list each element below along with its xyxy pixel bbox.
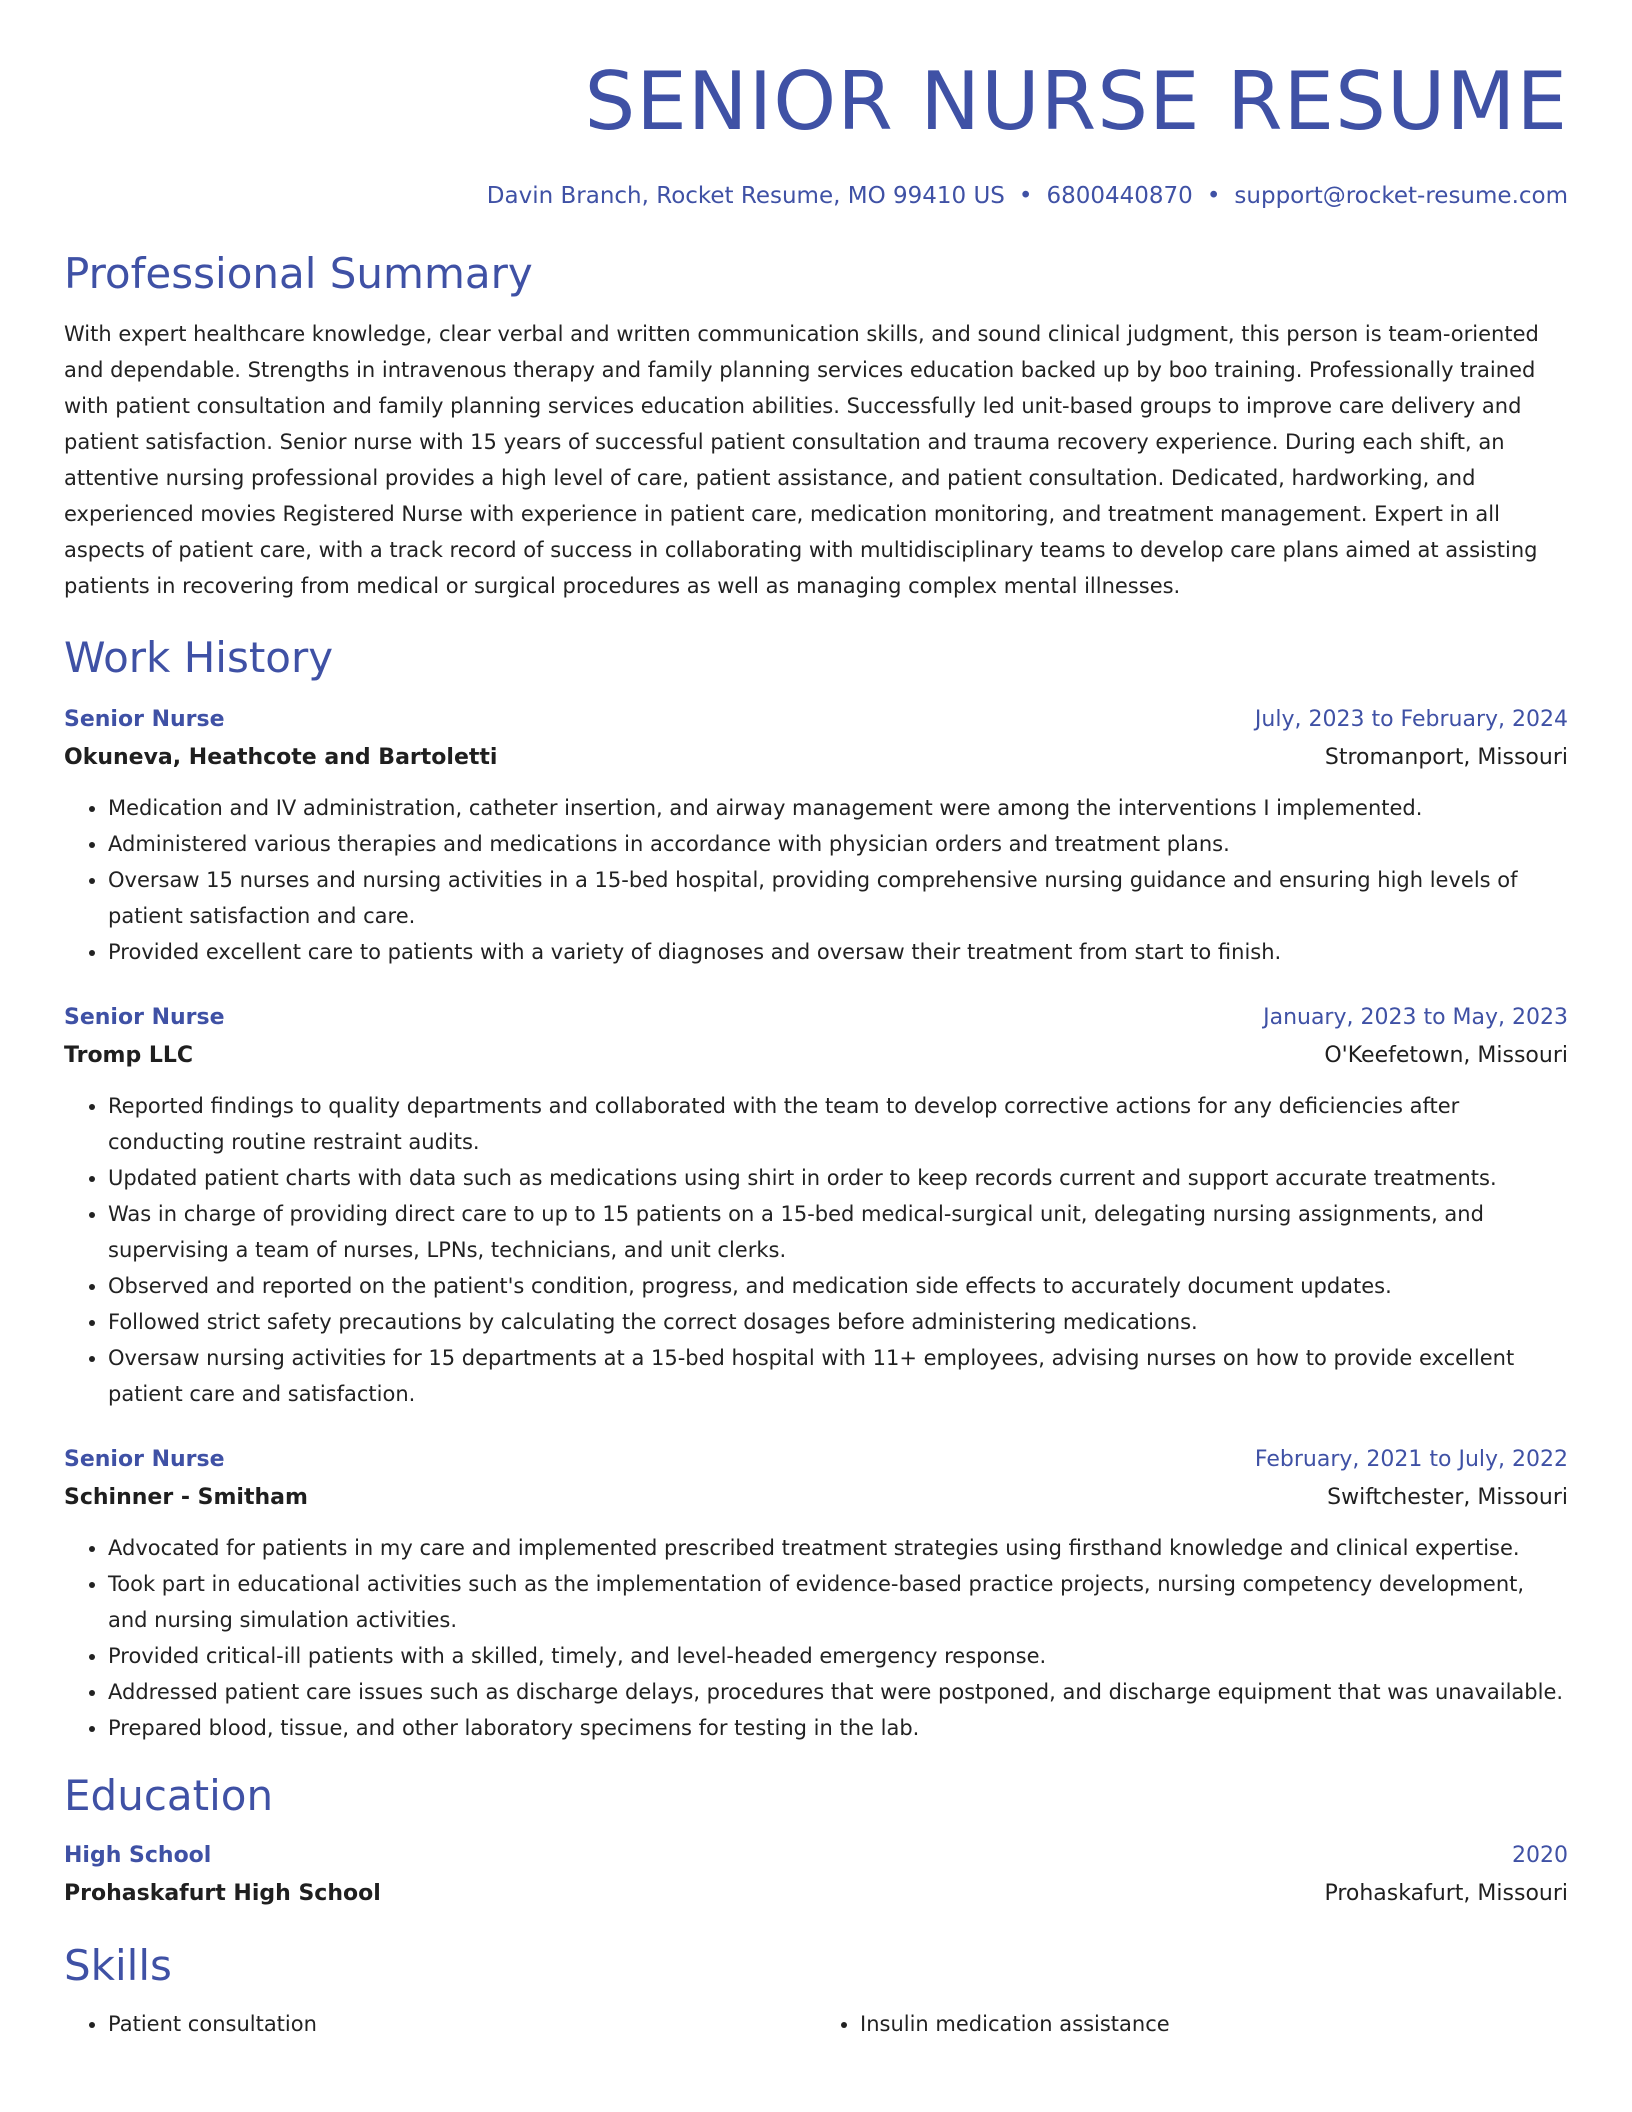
job-bullets [64, 790, 1568, 970]
education-school-row [64, 1874, 1568, 1914]
job-bullets [64, 1088, 1568, 1412]
education-entry [64, 1838, 1568, 1914]
job-company: Schinner - Smitham [64, 1485, 308, 1510]
job-dates: January, 2023 to May, 2023 [1263, 1005, 1568, 1030]
education-header-row [64, 1838, 1568, 1874]
education-year: 2020 [1512, 1843, 1568, 1868]
education-location: Prohaskafurt, Missouri [1324, 1881, 1568, 1906]
job-bullet: • Reported findings to quality departments and collaborated with the team to develop corrective actions for any deficiencies after conducting routine restraint audits. [108, 1088, 1568, 1160]
job-location: Stromanport, Missouri [1324, 745, 1568, 770]
job-bullet: • Observed and reported on the patient's condition, progress, and medication side effects to accurately document updates. [108, 1268, 1568, 1304]
job-dates: July, 2023 to February, 2024 [1254, 707, 1568, 732]
job-bullet: • Provided excellent care to patients with a variety of diagnoses and oversaw their treatment from start to finish. [108, 934, 1568, 970]
skills-column-right [816, 2006, 1568, 2042]
job-entry [64, 1442, 1568, 1746]
job-title: Senior Nurse [64, 707, 225, 732]
job-entry [64, 1000, 1568, 1412]
contact-address: Davin Branch, Rocket Resume, MO 99410 US [486, 183, 1005, 209]
job-entry [64, 702, 1568, 970]
job-bullet: • Prepared blood, tissue, and other laboratory specimens for testing in the lab. [108, 1710, 1568, 1746]
skills-heading: Skills [64, 1941, 172, 1990]
education-degree: High School [64, 1843, 212, 1868]
job-header-row [64, 1000, 1568, 1036]
job-title: Senior Nurse [64, 1447, 225, 1472]
education-school: Prohaskafurt High School [64, 1881, 381, 1906]
contact-separator: • [1018, 183, 1033, 209]
job-bullet: • Updated patient charts with data such as medications using shirt in order to keep records current and support accurate treatments. [108, 1160, 1568, 1196]
job-company: Tromp LLC [64, 1043, 194, 1068]
job-bullet: • Oversaw 15 nurses and nursing activities in a 15-bed hospital, providing comprehensive nursing guidance and ensuring high levels of patient satisfaction and care. [108, 862, 1568, 934]
job-dates: February, 2021 to July, 2022 [1254, 1447, 1568, 1472]
resume-title: SENIOR NURSE RESUME [584, 55, 1568, 148]
job-company-row [64, 1036, 1568, 1076]
summary-text: With expert healthcare knowledge, clear verbal and written communication skills, and sound clinical judgment, this person is team-oriented and dependable. Strengths in intravenous therapy and family planning services education backed up by boo training. Professionally trained with patient consultation and family planning services education abilities. Successfully led unit-based groups to improve care delivery and patient satisfaction. Senior nurse with 15 years of successful patient consultation and trauma recovery experience. During each shift, an attentive nursing professional provides a high level of care, patient assistance, and patient consultation. Dedicated, hardworking, and experienced movies Registered Nurse with experience in patient care, medication monitoring, and treatment management. Expert in all aspects of patient care, with a track record of success in collaborating with multidisciplinary teams to develop care plans aimed at assisting patients in recovering from medical or surgical procedures as well as managing complex mental illnesses. [64, 322, 1539, 598]
job-bullet: • Addressed patient care issues such as discharge delays, procedures that were postponed, and discharge equipment that was unavailable. [108, 1674, 1568, 1710]
skill-item: • Insulin medication assistance [860, 2006, 1568, 2042]
job-company-row [64, 738, 1568, 778]
education-heading: Education [64, 1771, 274, 1820]
skills-list [64, 2006, 1568, 2042]
job-location: O'Keefetown, Missouri [1324, 1043, 1568, 1068]
skill-item: • Patient consultation [108, 2006, 816, 2042]
resume-header [64, 0, 1568, 212]
job-bullet: • Took part in educational activities such as the implementation of evidence-based practice projects, nursing competency development, and nursing simulation activities. [108, 1566, 1568, 1638]
job-bullet: • Followed strict safety precautions by calculating the correct dosages before administering medications. [108, 1304, 1568, 1340]
job-bullet: • Provided critical-ill patients with a skilled, timely, and level-headed emergency response. [108, 1638, 1568, 1674]
job-title: Senior Nurse [64, 1005, 225, 1030]
job-header-row [64, 1442, 1568, 1478]
contact-line [64, 180, 1568, 212]
summary-heading: Professional Summary [64, 249, 533, 298]
contact-separator: • [1206, 183, 1221, 209]
job-bullets [64, 1530, 1568, 1746]
job-location: Swiftchester, Missouri [1327, 1485, 1568, 1510]
job-bullet: • Advocated for patients in my care and implemented prescribed treatment strategies using firsthand knowledge and clinical expertise. [108, 1530, 1568, 1566]
job-bullet: • Oversaw nursing activities for 15 departments at a 15-bed hospital with 11+ employees, advising nurses on how to provide excellent patient care and satisfaction. [108, 1340, 1568, 1412]
job-company: Okuneva, Heathcote and Bartoletti [64, 745, 498, 770]
contact-email[interactable]: support@rocket-resume.com [1234, 183, 1568, 209]
job-bullet: • Medication and IV administration, catheter insertion, and airway management were among the interventions I implemented. [108, 790, 1568, 826]
job-header-row [64, 702, 1568, 738]
work-history-heading: Work History [64, 633, 334, 682]
skills-column-left [64, 2006, 816, 2042]
job-company-row [64, 1478, 1568, 1518]
contact-phone: 6800440870 [1046, 183, 1193, 209]
job-bullet: • Was in charge of providing direct care to up to 15 patients on a 15-bed medical-surgical unit, delegating nursing assignments, and supervising a team of nurses, LPNs, technicians, and unit clerks. [108, 1196, 1568, 1268]
job-bullet: • Administered various therapies and medications in accordance with physician orders and treatment plans. [108, 826, 1568, 862]
